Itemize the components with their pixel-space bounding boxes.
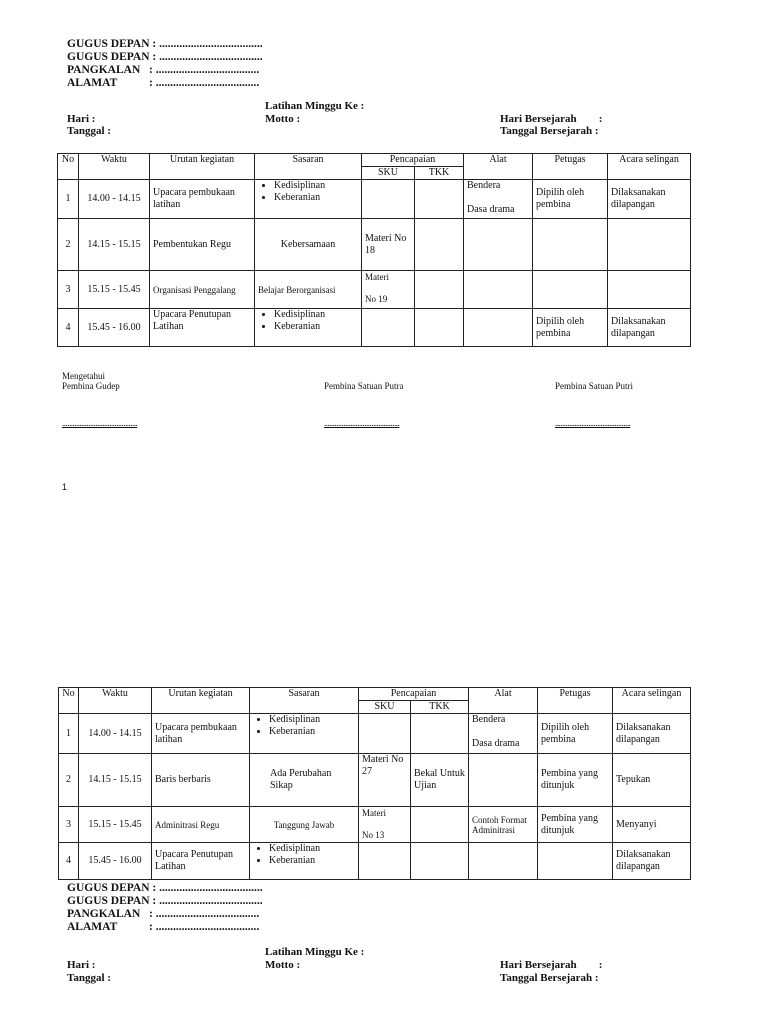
cell-sasaran (255, 309, 362, 347)
cell-acara: Dilaksanakan dilapangan (613, 714, 691, 754)
gugus-depan-label: GUGUS DEPAN : (67, 895, 157, 907)
gugus-depan-label: GUGUS DEPAN : (67, 51, 157, 63)
cell-urutan: Upacara Penutupan Latihan (150, 309, 255, 347)
gugus-depan-label: GUGUS DEPAN : (67, 38, 157, 50)
col-header-waktu: Waktu (79, 688, 152, 714)
cell-urutan: Upacara pembukaan latihan (150, 180, 255, 219)
alat-item: Dasa drama (467, 204, 515, 215)
cell-petugas: Dipilih oleh pembina (538, 714, 613, 754)
col-header-alat: Alat (469, 688, 538, 714)
cell-acara: Dilaksanakan dilapangan (608, 180, 691, 219)
cell-no: 2 (59, 754, 79, 807)
colon: : (149, 908, 153, 920)
activity-table-1 (57, 153, 691, 347)
dotted-fill: .................................... (155, 908, 260, 920)
col-header-sasaran: Sasaran (250, 688, 359, 714)
cell-waktu: 14.15 - 15.15 (79, 754, 152, 807)
cell-alat: Contoh Format Adminitrasi (469, 807, 538, 843)
cell-acara: Menyanyi (613, 807, 691, 843)
col-header-tkk: TKK (415, 167, 464, 180)
cell-no: 1 (58, 180, 79, 219)
cell-waktu: 14.15 - 15.15 (79, 219, 150, 271)
cell-petugas (533, 271, 608, 309)
cell-urutan: Adminitrasi Regu (152, 807, 250, 843)
table-row (58, 219, 691, 271)
cell-tkk (411, 807, 469, 843)
col-header-pencapaian: Pencapaian (359, 688, 469, 701)
alamat-label: ALAMAT (67, 921, 118, 933)
cell-alat (464, 271, 533, 309)
cell-tkk (415, 309, 464, 347)
col-header-alat: Alat (464, 154, 533, 180)
col-header-petugas: Petugas (533, 154, 608, 180)
table-row (58, 309, 691, 347)
tanggal-label: Tanggal : (67, 125, 111, 137)
sku-item: No 13 (362, 830, 385, 840)
dotted-fill: .................................... (155, 921, 260, 933)
cell-acara: Tepukan (613, 754, 691, 807)
cell-no: 3 (59, 807, 79, 843)
signature-line-putra: ........................................... (324, 418, 400, 428)
table-row (58, 271, 691, 309)
table-row (59, 754, 691, 807)
col-header-urutan: Urutan kegiatan (150, 154, 255, 180)
cell-no: 2 (58, 219, 79, 271)
cell-sasaran (250, 843, 359, 880)
motto-label: Motto : (265, 959, 301, 971)
cell-alat (464, 219, 533, 271)
pembina-putra-label: Pembina Satuan Putra (324, 381, 404, 391)
cell-urutan: Baris berbaris (152, 754, 250, 807)
cell-waktu: 14.00 - 14.15 (79, 714, 152, 754)
cell-petugas (538, 843, 613, 880)
cell-sku (359, 807, 411, 843)
pembina-putri-label: Pembina Satuan Putri (555, 381, 633, 391)
table-row (59, 843, 691, 880)
mengetahui-label: Mengetahui (62, 371, 105, 381)
activity-table-2 (58, 687, 691, 880)
cell-no: 4 (58, 309, 79, 347)
tanggal-bersejarah-label: Tanggal Bersejarah : (500, 972, 599, 984)
cell-alat (469, 714, 538, 754)
cell-petugas: Pembina yang ditunjuk (538, 807, 613, 843)
cell-sasaran: Belajar Berorganisasi (255, 271, 362, 309)
dotted-fill: .................................... (159, 895, 263, 907)
cell-tkk (415, 271, 464, 309)
hari-bersejarah-label: Hari Bersejarah : (500, 113, 603, 125)
cell-waktu: 15.45 - 16.00 (79, 309, 150, 347)
cell-tkk (411, 843, 469, 880)
header-block-1 (67, 38, 263, 90)
col-header-pencapaian: Pencapaian (362, 154, 464, 167)
cell-tkk (415, 219, 464, 271)
cell-tkk (415, 180, 464, 219)
pangkalan-label: PANGKALAN (67, 908, 141, 920)
col-header-urutan: Urutan kegiatan (152, 688, 250, 714)
sku-item: Materi (362, 808, 386, 818)
signature-line-gudep: ........................................... (62, 418, 138, 428)
colon: : (149, 64, 153, 76)
col-header-acara: Acara selingan (608, 154, 691, 180)
cell-urutan: Organisasi Penggalang (150, 271, 255, 309)
col-header-waktu: Waktu (79, 154, 150, 180)
colon: : (149, 77, 153, 89)
cell-petugas: Pembina yang ditunjuk (538, 754, 613, 807)
dotted-fill: .................................... (159, 38, 263, 50)
cell-acara (608, 219, 691, 271)
alamat-label: ALAMAT (67, 77, 118, 89)
header-block-2 (67, 882, 263, 934)
table-row (59, 714, 691, 754)
tanggal-label: Tanggal : (67, 972, 111, 984)
hari-label: Hari : (67, 113, 96, 125)
cell-acara (608, 271, 691, 309)
sasaran-item: • Kedisiplinan (274, 309, 358, 321)
sasaran-item: • Keberanian (274, 321, 358, 333)
col-header-no: No (58, 154, 79, 180)
cell-alat (469, 754, 538, 807)
dotted-fill: .................................... (159, 51, 263, 63)
signature-line-putri: ........................................... (555, 418, 631, 428)
dotted-fill: .................................... (159, 882, 263, 894)
gugus-depan-label: GUGUS DEPAN : (67, 882, 157, 894)
sasaran-item: • Keberanian (269, 726, 355, 738)
latihan-minggu-label: Latihan Minggu Ke : (265, 946, 365, 958)
col-header-tkk: TKK (411, 701, 469, 714)
cell-no: 4 (59, 843, 79, 880)
cell-urutan: Pembentukan Regu (150, 219, 255, 271)
col-header-sku: SKU (362, 167, 415, 180)
sasaran-item: • Keberanian (269, 855, 355, 867)
cell-alat (469, 843, 538, 880)
cell-sku (362, 180, 415, 219)
table-row (59, 807, 691, 843)
hari-label: Hari : (67, 959, 96, 971)
colon: : (149, 921, 153, 933)
dotted-fill: .................................... (155, 77, 260, 89)
alat-item: Dasa drama (472, 738, 520, 749)
cell-tkk: Bekal Untuk Ujian (411, 754, 469, 807)
col-header-sku: SKU (359, 701, 411, 714)
cell-sasaran (255, 180, 362, 219)
page-number: 1 (62, 482, 68, 492)
cell-sku: Materi No 18 (362, 219, 415, 271)
motto-label: Motto : (265, 113, 301, 125)
table-header-row (58, 154, 691, 167)
cell-alat (464, 180, 533, 219)
latihan-minggu-label: Latihan Minggu Ke : (265, 100, 365, 112)
cell-acara: Dilaksanakan dilapangan (608, 309, 691, 347)
sku-item: Materi (365, 272, 389, 282)
sasaran-item: • Kedisiplinan (269, 714, 355, 726)
hari-bersejarah-label: Hari Bersejarah : (500, 959, 603, 971)
cell-sku (362, 309, 415, 347)
cell-alat (464, 309, 533, 347)
sku-item: No 19 (365, 294, 388, 304)
alat-item: Bendera (472, 714, 506, 725)
cell-waktu: 15.15 - 15.45 (79, 271, 150, 309)
sasaran-item: • Kedisiplinan (269, 843, 355, 855)
dotted-fill: .................................... (155, 64, 260, 76)
col-header-petugas: Petugas (538, 688, 613, 714)
cell-acara: Dilaksanakan dilapangan (613, 843, 691, 880)
sasaran-item: • Kedisiplinan (274, 180, 358, 192)
alat-item: Bendera (467, 180, 501, 191)
cell-waktu: 15.15 - 15.45 (79, 807, 152, 843)
cell-sku (359, 714, 411, 754)
cell-urutan: Upacara Penutupan Latihan (152, 843, 250, 880)
cell-petugas: Dipilih oleh pembina (533, 180, 608, 219)
pembina-gudep-label: Pembina Gudep (62, 381, 120, 391)
tanggal-bersejarah-label: Tanggal Bersejarah : (500, 125, 599, 137)
cell-sasaran: Ada Perubahan Sikap (250, 754, 359, 807)
cell-sasaran: Kebersamaan (255, 219, 362, 271)
cell-waktu: 14.00 - 14.15 (79, 180, 150, 219)
cell-no: 1 (59, 714, 79, 754)
cell-sku (362, 271, 415, 309)
cell-petugas (533, 219, 608, 271)
col-header-acara: Acara selingan (613, 688, 691, 714)
cell-sasaran (250, 714, 359, 754)
sasaran-item: • Keberanian (274, 192, 358, 204)
cell-urutan: Upacara pembukaan latihan (152, 714, 250, 754)
cell-sasaran: Tanggung Jawab (250, 807, 359, 843)
cell-sku: Materi No 27 (359, 754, 411, 807)
cell-tkk (411, 714, 469, 754)
col-header-sasaran: Sasaran (255, 154, 362, 180)
cell-sku (359, 843, 411, 880)
table-row (58, 180, 691, 219)
cell-petugas: Dipilih oleh pembina (533, 309, 608, 347)
col-header-no: No (59, 688, 79, 714)
table-header-row (59, 688, 691, 701)
cell-no: 3 (58, 271, 79, 309)
pangkalan-label: PANGKALAN (67, 64, 141, 76)
cell-waktu: 15.45 - 16.00 (79, 843, 152, 880)
